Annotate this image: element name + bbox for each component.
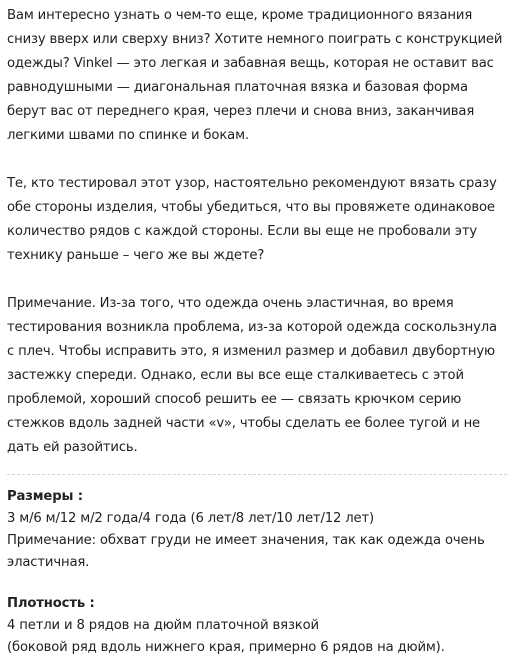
sizes-heading-separator: : — [73, 489, 83, 504]
gauge-heading: Плотность — [7, 596, 86, 611]
gauge-line-1: 4 петли и 8 рядов на дюйм платочной вязкой — [7, 618, 319, 633]
sizes-value: 3 м/6 м/12 м/2 года/4 года (6 лет/8 лет/10 лет/12 лет) — [7, 511, 375, 526]
sizes-heading: Размеры — [7, 489, 74, 504]
sizes-heading-line — [7, 486, 507, 508]
sizes-section — [7, 486, 507, 574]
gauge-section — [7, 593, 507, 659]
intro-paragraph: Вам интересно узнать о чем-то еще, кроме традиционного вязания снизу вверх или сверху вниз? Хотите немного поиграть с конструкцией одежды? Vinkel — это легкая и забавная вещь, которая не оставит вас равнодушными — диагональная платочная вязка и базовая форма берут вас от переднего края, через плечи и снова вниз, заканчивая легкими швами по спинке и бокам. — [7, 8, 503, 143]
article-content — [7, 4, 507, 659]
testers-paragraph: Те, кто тестировал этот узор, настоятельно рекомендуют вязать сразу обе стороны изделия, чтобы убедиться, что вы провяжете одинаковое количество рядов с каждой стороны. Если вы еще не пробовали эту технику раньше – чего же вы ждете? — [7, 176, 497, 263]
gauge-heading-separator: : — [85, 596, 95, 611]
sizes-note: Примечание: обхват груди не имеет значения, так как одежда очень эластичная. — [7, 533, 485, 570]
gauge-line-2: (боковой ряд вдоль нижнего края, примерно 6 рядов на дюйм). — [7, 640, 445, 655]
note-paragraph: Примечание. Из-за того, что одежда очень эластичная, во время тестирования возникла проблема, из-за которой одежда соскользнула с плеч. Чтобы исправить это, я изменил размер и добавил двубортную застежку спереди. Однако, если вы все еще сталкиваетесь с этой проблемой, хороший способ решить ее — связать крючком серию стежков вдоль задней части «v», чтобы сделать ее более тугой и не дать ей разойтись. — [7, 296, 497, 455]
gauge-heading-line — [7, 593, 507, 615]
section-divider — [7, 474, 507, 475]
